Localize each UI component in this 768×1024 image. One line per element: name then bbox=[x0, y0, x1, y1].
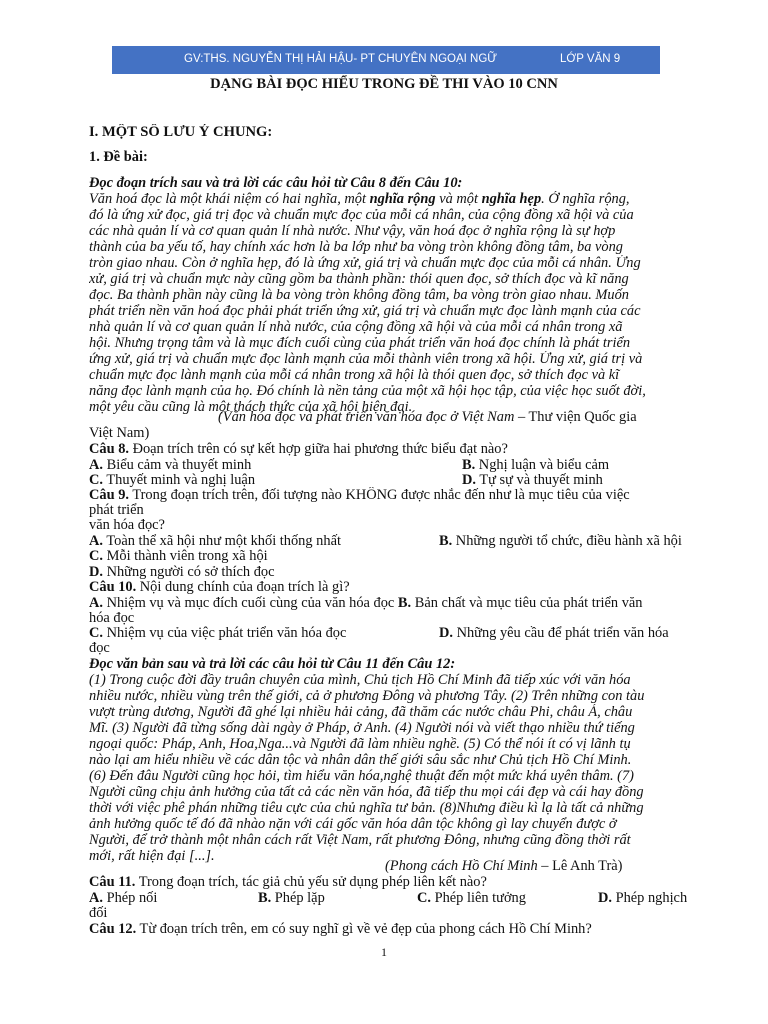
header-grade: LỚP VĂN 9 bbox=[560, 53, 621, 65]
question-9-cont: phát triển bbox=[89, 502, 144, 518]
passage1-line: chuẩn mực đọc lành mạnh của mỗi cá nhân trong xã hội là thói quen đọc, sở thích đọc và kĩ bbox=[89, 367, 620, 383]
passage2-line: vượt trùng dương, Người đã ghé lại nhiều hải cảng, đã thăm các nước châu Phi, châu Á, châu bbox=[89, 704, 633, 720]
passage2-line: Người, để trở thành một nhân cách rất Việt Nam, rất phương Đông, nhưng cũng đồng thời rất bbox=[89, 832, 631, 848]
passage1-line: đó là ứng xử đọc, giá trị đọc và chuẩn mực đọc của mỗi cá nhân, của cộng đồng xã hội và của bbox=[89, 207, 634, 223]
q8-option-c: C. Thuyết minh và nghị luận bbox=[89, 472, 256, 488]
question-12: Câu 12. Từ đoạn trích trên, em có suy nghĩ gì về vẻ đẹp của phong cách Hồ Chí Minh? bbox=[89, 921, 592, 937]
passage1-instruction: Đọc đoạn trích sau và trả lời các câu hỏi từ Câu 8 đến Câu 10: bbox=[89, 175, 463, 191]
header-teacher: GV:THS. NGUYỄN THỊ HẢI HẬU- PT CHUYÊN NGOẠI NGỮ bbox=[184, 53, 498, 65]
q11-option-a: A. Phép nối bbox=[89, 890, 158, 906]
q9-option-d: D. Những người có sở thích đọc bbox=[89, 564, 275, 580]
passage1-line: thành của ba yếu tố, hay chính xác hơn là ba lớp như ba vòng tròn không đồng tâm, ba vòng bbox=[89, 239, 623, 255]
q11-option-b: B. Phép lặp bbox=[258, 890, 325, 906]
passage2-line: (6) Đến đâu Người cũng học hỏi, tìm hiểu văn hóa,nghệ thuật đến một mức khá uyên thâm. (7) bbox=[89, 768, 634, 784]
question-11: Câu 11. Trong đoạn trích, tác giả chủ yếu sử dụng phép liên kết nào? bbox=[89, 874, 487, 890]
q10-option-d-cont: đọc bbox=[89, 640, 110, 656]
q9-option-a: A. Toàn thể xã hội như một khối thống nhất bbox=[89, 533, 341, 549]
document-title: DẠNG BÀI ĐỌC HIỂU TRONG ĐỀ THI VÀO 10 CNN bbox=[210, 76, 558, 92]
passage1-line: một yêu cầu cũng là một thách thức của xã hội hiện đại. bbox=[89, 399, 413, 415]
q11-option-c: C. Phép liên tưởng bbox=[417, 890, 526, 906]
sub-heading: 1. Đề bài: bbox=[89, 149, 148, 165]
question-9: Câu 9. Trong đoạn trích trên, đối tượng nào KHÔNG được nhắc đến như là mục tiêu của việc bbox=[89, 487, 630, 503]
passage2-line: ảnh hưởng quốc tế đó đã nhào nặn với cái gốc văn hóa dân tộc không gì lay chuyển được ở bbox=[89, 816, 617, 832]
q11-option-d-cont: đối bbox=[89, 905, 108, 921]
q10-option-b-cont: hóa đọc bbox=[89, 610, 135, 626]
question-10: Câu 10. Nội dung chính của đoạn trích là gì? bbox=[89, 579, 350, 595]
passage2-line: mới, rất hiện đại [...]. bbox=[89, 848, 215, 864]
passage1-line: Văn hoá đọc là một khái niệm có hai nghĩa, một nghĩa rộng và một nghĩa hẹp. Ở nghĩa rộng, bbox=[89, 191, 630, 207]
passage1-line: tròn giao nhau. Còn ở nghĩa hẹp, đó là ứng xử, giá trị và chuẩn mực đọc của mỗi cá nhân. Ứng bbox=[89, 255, 641, 271]
passage2-line: nào lại am hiểu nhiều về các dân tộc và nhân dân thế giới sâu sắc như Chủ tịch Hồ Chí Minh. bbox=[89, 752, 632, 768]
q9-option-c: C. Mỗi thành viên trong xã hội bbox=[89, 548, 268, 564]
q8-option-d: D. Tự sự và thuyết minh bbox=[462, 472, 603, 488]
passage1-source: (Văn hóa đọc và phát triển văn hóa đọc ở Việt Nam – Thư viện Quốc gia bbox=[218, 409, 637, 425]
passage2-line: (1) Trong cuộc đời đầy truân chuyên của mình, Chủ tịch Hồ Chí Minh đã tiếp xúc với văn hóa bbox=[89, 672, 631, 688]
passage1-line: ứng xử, giá trị và chuẩn mực đọc lành mạnh của mỗi thành viên trong xã hội. Ứng xử, giá trị và bbox=[89, 351, 643, 367]
q8-option-b: B. Nghị luận và biểu cảm bbox=[462, 457, 610, 473]
passage1-line: phát triển nền văn hoá đọc phải phát triển ứng xử, giá trị và chuẩn mực đọc lành mạnh của các bbox=[89, 303, 641, 319]
q10-option-d: D. Những yêu cầu để phát triển văn hóa bbox=[439, 625, 669, 641]
passage1-line: các nhà quản lí và cơ quan quản lí nhà nước. Như vậy, văn hoá đọc ở nghĩa rộng là sự hợp bbox=[89, 223, 616, 239]
passage1-line: năng đọc lành mạnh của họ. Đó chính là nền tảng của một xã hội học tập, của việc học suốt đời, bbox=[89, 383, 646, 399]
passage1-source-cont: Việt Nam) bbox=[89, 425, 150, 441]
passage1-line: xử, giá trị và chuẩn mực này cũng gồm ba thành phần: thói quen đọc, sở thích đọc và kĩ năng bbox=[89, 271, 629, 287]
q10-option-a-b: A. Nhiệm vụ và mục đích cuối cùng của văn hóa đọc B. Bản chất và mục tiêu của phát triển văn bbox=[89, 595, 643, 611]
passage1-line: đọc. Ba thành phần này cũng là ba vòng tròn không đồng tâm, ba vòng tròn giao nhau. Muốn bbox=[89, 287, 629, 303]
section-heading: I. MỘT SỐ LƯU Ý CHUNG: bbox=[89, 124, 273, 140]
passage2-line: Mĩ. (3) Người đã từng sống dài ngày ở Pháp, ở Anh. (4) Người nói và viết thạo nhiều thứ tiếng bbox=[89, 720, 635, 736]
page-header-bar bbox=[112, 46, 660, 74]
q11-option-d: D. Phép nghịch bbox=[598, 890, 688, 906]
passage1-line: nhà quản lí và cơ quan quản lí nhà nước, của cộng đồng xã hội và của mỗi cá nhân trong xã bbox=[89, 319, 623, 335]
q9-option-b: B. Những người tổ chức, điều hành xã hội bbox=[439, 533, 682, 549]
passage1-line: hội. Nhưng trọng tâm và là mục đích cuối cùng của phát triển văn hoá đọc chính là phát triển bbox=[89, 335, 631, 351]
question-9-cont: văn hóa đọc? bbox=[89, 517, 165, 533]
question-8: Câu 8. Đoạn trích trên có sự kết hợp giữa hai phương thức biểu đạt nào? bbox=[89, 441, 508, 457]
page-number: 1 bbox=[381, 945, 387, 959]
passage2-line: nhiều nước, nhiều vùng trên thế giới, cả ở phương Đông và phương Tây. (2) Trên những con tàu bbox=[89, 688, 645, 704]
passage2-source: (Phong cách Hồ Chí Minh – Lê Anh Trà) bbox=[385, 858, 623, 874]
passage2-instruction: Đọc văn bản sau và trả lời các câu hỏi từ Câu 11 đến Câu 12: bbox=[89, 656, 456, 672]
q10-option-c: C. Nhiệm vụ của việc phát triển văn hóa đọc bbox=[89, 625, 347, 641]
passage2-line: Người cũng chịu ảnh hưởng của tất cả các nền văn hóa, đã tiếp thu mọi cái đẹp và cái hay đồng bbox=[89, 784, 644, 800]
passage2-line: thời với việc phê phán những tiêu cực của chủ nghĩa tư bản. (8)Nhưng điều kì lạ là tất cả những bbox=[89, 800, 644, 816]
passage2-line: ngoại quốc: Pháp, Anh, Hoa,Nga...và Người đã làm nhiều nghề. (5) Có thể nói ít có vị lãnh tụ bbox=[89, 736, 631, 752]
q8-option-a: A. Biểu cảm và thuyết minh bbox=[89, 457, 252, 473]
